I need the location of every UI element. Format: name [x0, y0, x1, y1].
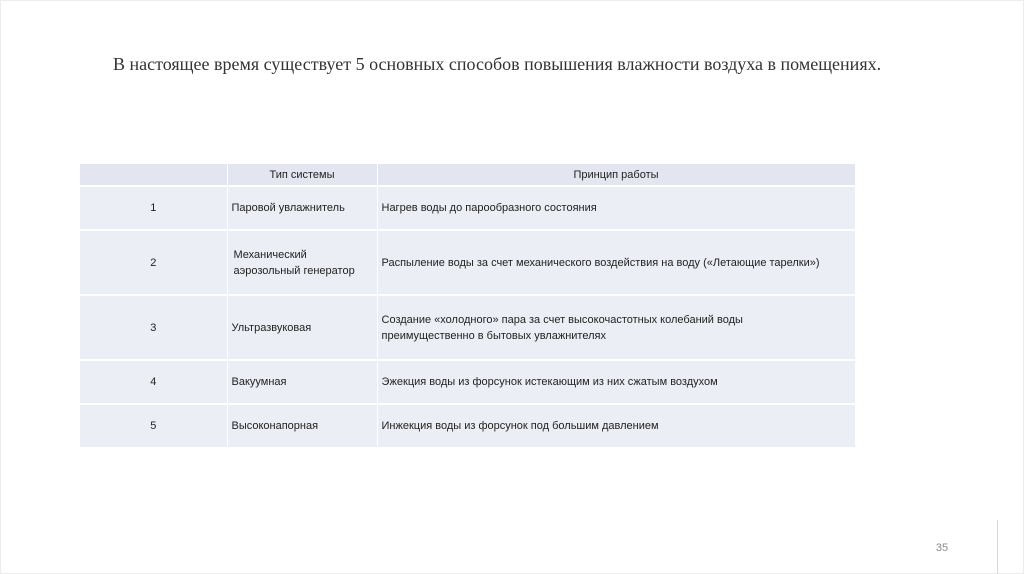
row-system-type: Механический аэрозольный генератор: [227, 230, 377, 295]
table-header-row: [80, 164, 855, 186]
row-principle: Нагрев воды до парообразного состояния: [377, 186, 855, 230]
table-row: [80, 186, 855, 230]
row-number: 5: [80, 404, 227, 448]
row-number: 2: [80, 230, 227, 295]
humidification-methods-table: [80, 164, 856, 449]
table-row: [80, 404, 855, 448]
header-system-type: Тип системы: [227, 164, 377, 186]
row-principle: Распыление воды за счет механического воздействия на воду («Летающие тарелки»): [377, 230, 855, 295]
header-number: [80, 164, 227, 186]
row-system-type: Ультразвуковая: [227, 295, 377, 360]
row-principle: Эжекция воды из форсунок истекающим из них сжатым воздухом: [377, 360, 855, 404]
intro-paragraph: В настоящее время существует 5 основных способов повышения влажности воздуха в помещениях.: [113, 54, 882, 74]
row-principle: Инжекция воды из форсунок под большим давлением: [377, 404, 855, 448]
header-operating-principle: Принцип работы: [377, 164, 855, 186]
row-system-type: Высоконапорная: [227, 404, 377, 448]
row-number: 4: [80, 360, 227, 404]
row-number: 1: [80, 186, 227, 230]
page-number: 35: [935, 542, 949, 554]
row-system-type: Вакуумная: [227, 360, 377, 404]
table-row: [80, 295, 855, 360]
table-row: [80, 230, 855, 295]
row-system-type: Паровой увлажнитель: [227, 186, 377, 230]
row-number: 3: [80, 295, 227, 360]
row-principle: Создание «холодного» пара за счет высокочастотных колебаний воды преимущественно в бытовых увлажнителях: [377, 295, 855, 360]
right-divider: [997, 520, 998, 574]
table-row: [80, 360, 855, 404]
